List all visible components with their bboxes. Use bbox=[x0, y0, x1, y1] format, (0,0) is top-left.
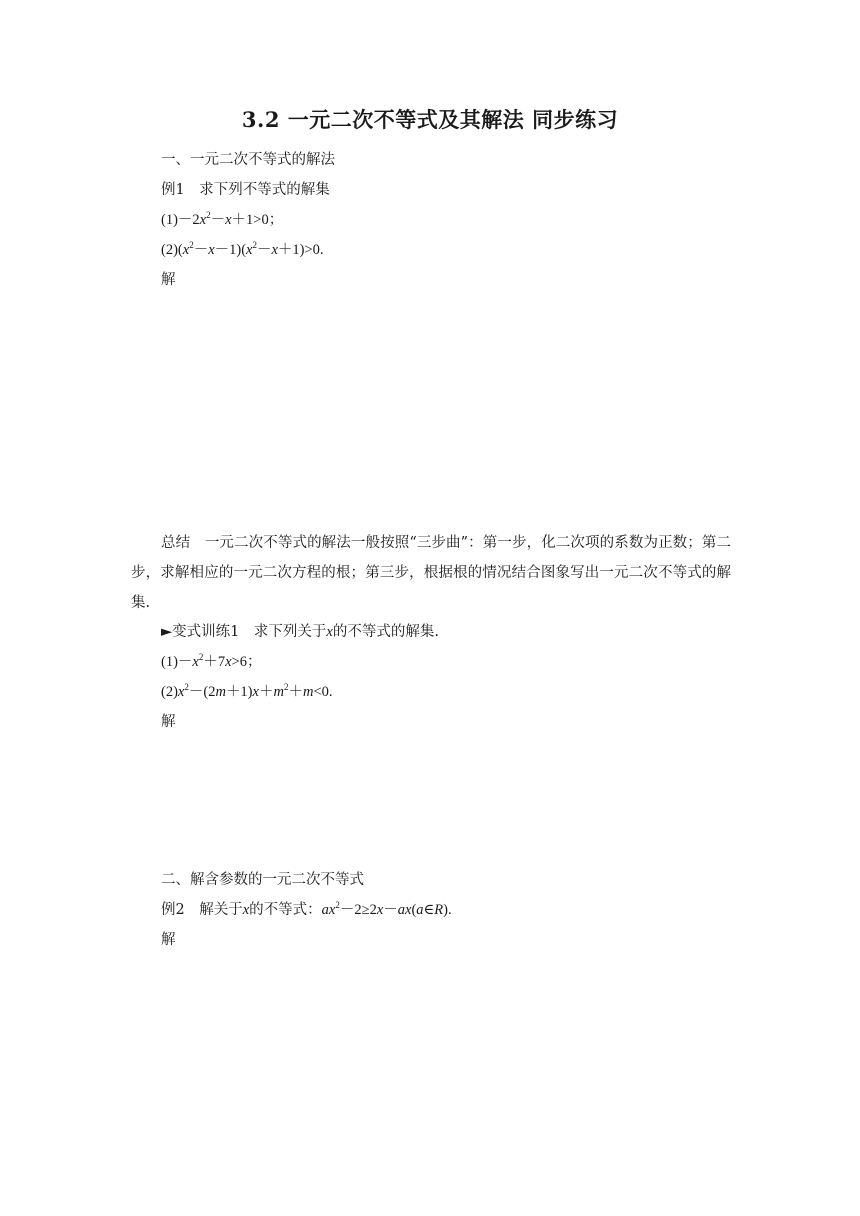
variant-1-label: ►变式训练1 求下列关于x的不等式的解集. bbox=[161, 624, 439, 640]
example-1-answer-label: 解 bbox=[161, 272, 176, 288]
variant-1-problem-2: $(2)x^2-(2m+1)x+m^2+m<0$. bbox=[161, 682, 333, 700]
summary-paragraph: 总结 一元二次不等式的解法一般按照“三步曲”：第一步，化二次项的系数为正数；第二步，求解相应的一元二次方程的根；第三步，根据根的情况结合图象写出一元二次不等式的解集. bbox=[131, 535, 731, 611]
variant-1-answer-label: 解 bbox=[161, 714, 176, 730]
variant-1-problem-1: $(1)-x^2+7x>6$； bbox=[161, 652, 262, 670]
page-title: 3.2 一元二次不等式及其解法 同步练习 bbox=[241, 107, 619, 132]
example-2-statement: 例2 解关于x的不等式：$ax^2-2\ge 2x-ax(a\in R)$. bbox=[161, 900, 452, 918]
section-2-heading: 二、解含参数的一元二次不等式 bbox=[161, 872, 364, 888]
example-2-answer-label: 解 bbox=[161, 932, 176, 948]
example-1-label: 例1 求下列不等式的解集 bbox=[161, 182, 330, 198]
example-1-problem-1: $(1)-2x^2-x+1>0$； bbox=[161, 210, 284, 228]
section-1-heading: 一、一元二次不等式的解法 bbox=[161, 152, 335, 168]
example-1-problem-2: $(2)(x^2-x-1)(x^2-x+1)>0$. bbox=[161, 240, 324, 258]
